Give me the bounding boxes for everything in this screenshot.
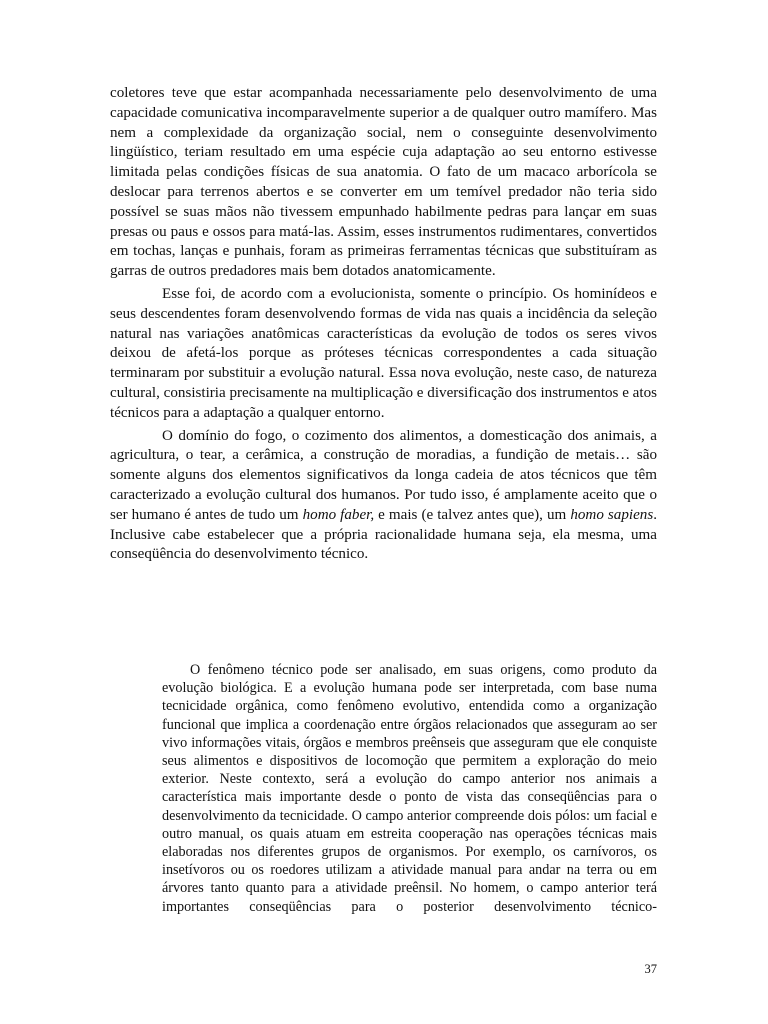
paragraph-1 xyxy=(110,84,657,282)
homo-sapiens-term: homo sapiens xyxy=(570,506,654,523)
paragraph-1-text: coletores teve que estar acompanhada necessariamente pelo desenvolvimento de uma capacidade comunicativa incomparavelmente superior a de qualquer outro mamífero. Mas nem a complexidade da organização social, nem o conseguinte desenvolvimento lingüístico, teriam resultado em uma espécie cuja adaptação ao seu entorno estivesse limitada pelas condições físicas de sua anatomia. O fato de um macaco arborícola se deslocar para terrenos abertos e se converter em um temível predador não teria sido possível se suas mãos não tivessem empunhado habilmente pedras para lançar em suas presas ou paus e ossos para matá-las. Assim, esses instrumentos rudimentares, convertidos em tochas, lanças e punhais, foram as primeiras ferramentas técnicas que substituíram as garras de outros predadores mais bem dotados anatomicamente. xyxy=(110,85,657,280)
paragraph-3-text-a: O domínio do fogo, o cozimento dos alimentos, a domesticação dos animais, a agricultura, o tear, a cerâmica, a construção de moradias, a fundição de metais… são somente alguns dos elementos significativos da longa cadeia de atos técnicos que têm caracterizado a evolução cultural dos humanos. Por tudo isso, é amplamente aceito que o ser humano é antes de tudo um xyxy=(110,427,657,523)
block-quote-paragraph xyxy=(162,661,657,916)
paragraph-3-text-c: . Inclusive cabe estabelecer que a própria racionalidade humana seja, ela mesma, uma conseqüência do desenvolvimento técnico. xyxy=(110,506,657,563)
block-quote xyxy=(162,661,657,916)
main-text-column xyxy=(110,84,657,565)
paragraph-3 xyxy=(110,427,657,566)
page-number: 37 xyxy=(644,962,657,976)
homo-faber-term: homo faber, xyxy=(302,506,375,523)
paragraph-3-text-b: e mais (e talvez antes que), um xyxy=(374,506,571,523)
paragraph-2 xyxy=(110,285,657,424)
block-quote-text: O fenômeno técnico pode ser analisado, em suas origens, como produto da evolução biológica. E a evolução humana pode ser interpretada, com base numa tecnicidade orgânica, como fenômeno evolutivo, entendida como a organização funcional que implica a coordenação entre órgãos relacionados que asseguram ao ser vivo informações vitais, órgãos e membros preênseis que asseguram que ele conquiste seus alimentos e dispositivos de locomoção que permitem a exploração do meio exterior. Neste contexto, será a evolução do campo anterior nos animais a característica mais importante desde o ponto de vista das conseqüências para o desenvolvimento da tecnicidade. O campo anterior compreende dois pólos: um facial e outro manual, os quais atuam em estreita cooperação nas operações técnicas mais elaboradas nos diferentes grupos de organismos. Por exemplo, os carnívoros, os insetívoros ou os roedores utilizam a atividade manual para andar na terra ou em árvores tanto quanto para a atividade preênsil. No homem, o campo anterior terá importantes conseqüências para o posterior desenvolvimento técnico- xyxy=(162,662,657,915)
paragraph-2-text: Esse foi, de acordo com a evolucionista, somente o princípio. Os hominídeos e seus descendentes foram desenvolvendo formas de vida nas quais a incidência da seleção natural nas variações anatômicas características da evolução de todos os seres vivos deixou de afetá-los porque as próteses técnicas correspondentes a cada situação terminaram por substituir a evolução natural. Essa nova evolução, neste caso, de natureza cultural, consistiria precisamente na multiplicação e diversificação dos instrumentos e atos técnicos para a adaptação a qualquer entorno. xyxy=(110,285,657,421)
